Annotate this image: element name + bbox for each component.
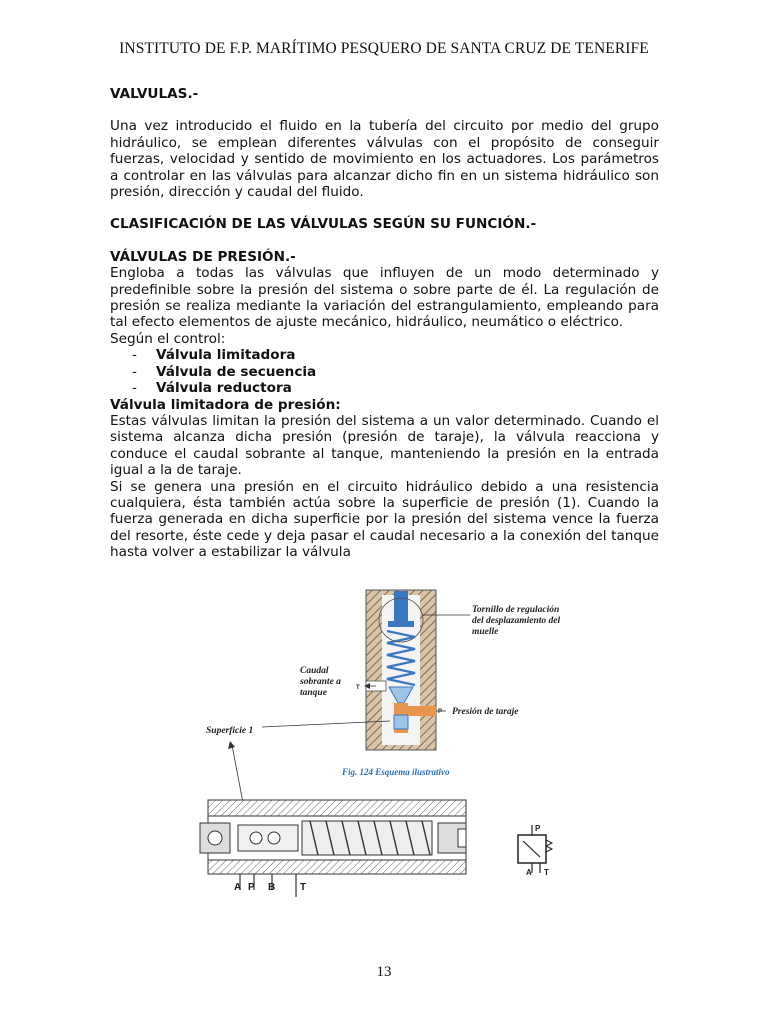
valve-illustration (190, 585, 580, 905)
svg-text:P (438, 709, 442, 715)
svg-text:P (248, 882, 255, 893)
clasificacion-heading: CLASIFICACIÓN DE LAS VÁLVULAS SEGÚN SU FUNCIÓN.- (110, 216, 537, 233)
page-number: 13 (376, 964, 392, 980)
svg-text:T (300, 882, 306, 893)
list-item: - Válvula de secuencia (132, 363, 317, 380)
port-t-label: T (300, 882, 307, 893)
svg-text:sobrante a (299, 677, 341, 687)
document-body (110, 86, 659, 561)
svg-text:Caudal (300, 666, 329, 676)
tornillo-label-line3: muelle (472, 627, 499, 637)
tank-port-label: T (356, 685, 360, 691)
intro-paragraph: Una vez introducido el fluido en la tubería del circuito por medio del grupo hidráulico, se emplean diferentes válvulas con el propósito de conseguir fuerzas, velocidad y sentido de movimiento en los actuadores. Los parámetros a controlar en las válvulas para alcanzar dicho fin en un sistema hidráulico son presión, dirección y caudal del fluido. (110, 118, 659, 201)
superficie-label: Superficie 1 (206, 726, 254, 736)
svg-text:A (526, 868, 532, 877)
caudal-label-line1: Caudal (300, 666, 329, 676)
list-item: - Válvula limitadora (132, 347, 296, 364)
port-a-label: A (234, 882, 242, 893)
symbol-t-label: T (544, 868, 549, 877)
svg-text:P (535, 824, 541, 833)
svg-text:del desplazamiento del (472, 616, 560, 626)
presion-heading: VÁLVULAS DE PRESIÓN.- (110, 248, 296, 265)
page-header: INSTITUTO DE F.P. MARÍTIMO PESQUERO DE SANTA CRUZ DE TENERIFE (119, 40, 649, 57)
port-p-label: P (248, 882, 255, 893)
svg-text:tanque (300, 688, 328, 698)
list-item: - Válvula reductora (132, 380, 292, 397)
limitadora-paragraph-1: Estas válvulas limitan la presión del sistema a un valor determinado. Cuando el sistema alcanza dicha presión (presión de taraje), la válvula reacciona y conduce el caudal sobrante al tanque, manteniendo la presión en la entrada igual a la de taraje. (110, 412, 659, 479)
tornillo-label-line1: Tornillo de regulación (472, 605, 560, 615)
tornillo-label-line2: del desplazamiento del (472, 616, 561, 626)
svg-text:B (268, 882, 275, 893)
limitadora-heading: Válvula limitadora de presión: (110, 396, 341, 413)
valvulas-heading: VALVULAS.- (110, 86, 199, 102)
presion-taraje-label: Presión de taraje (452, 707, 519, 717)
svg-text:Superficie 1 (206, 726, 253, 736)
caudal-label-line3: tanque (300, 688, 327, 698)
svg-text:Tornillo de regulación (472, 605, 559, 615)
symbol-a-label: A (526, 868, 532, 877)
caudal-label-line2: sobrante a (300, 677, 341, 687)
valve-cross-section (366, 590, 436, 750)
svg-text:Presión de taraje (452, 707, 519, 717)
port-b-label: B (268, 882, 276, 893)
control-list (110, 347, 659, 396)
control-label: Según el control: (110, 330, 226, 347)
svg-text:A (234, 882, 241, 893)
svg-text:muelle (472, 627, 499, 637)
presion-paragraph: Engloba a todas las válvulas que influyen de un modo determinado y predefinible sobre la presión del sistema o sobre parte de él. La regulación de presión se realiza mediante la variación del estrangulamiento, empleando para tal efecto elementos de ajuste mecánico, hidráulico, neumático o eléctrico. (110, 265, 659, 331)
limitadora-paragraph-2: Si se genera una presión en el circuito hidráulico debido a una resistencia cualquiera, ésta también actúa sobre la superficie de presión (1). Cuando la fuerza generada en dicha superficie por la presión del sistema vence la fuerza del resorte, éste cede y deja pasar el caudal necesario a la conexión del tanque hasta volver a estabilizar la válvula (110, 478, 659, 561)
symbol-p-label: P (535, 824, 541, 833)
svg-text:T (544, 868, 549, 877)
figure-caption: Fig. 124 Esquema ilustrativo (342, 767, 450, 777)
svg-text:Fig. 124 Esquema ilustrativo (341, 767, 450, 777)
pressure-port-label: P (438, 709, 443, 715)
svg-text:T (356, 685, 360, 691)
